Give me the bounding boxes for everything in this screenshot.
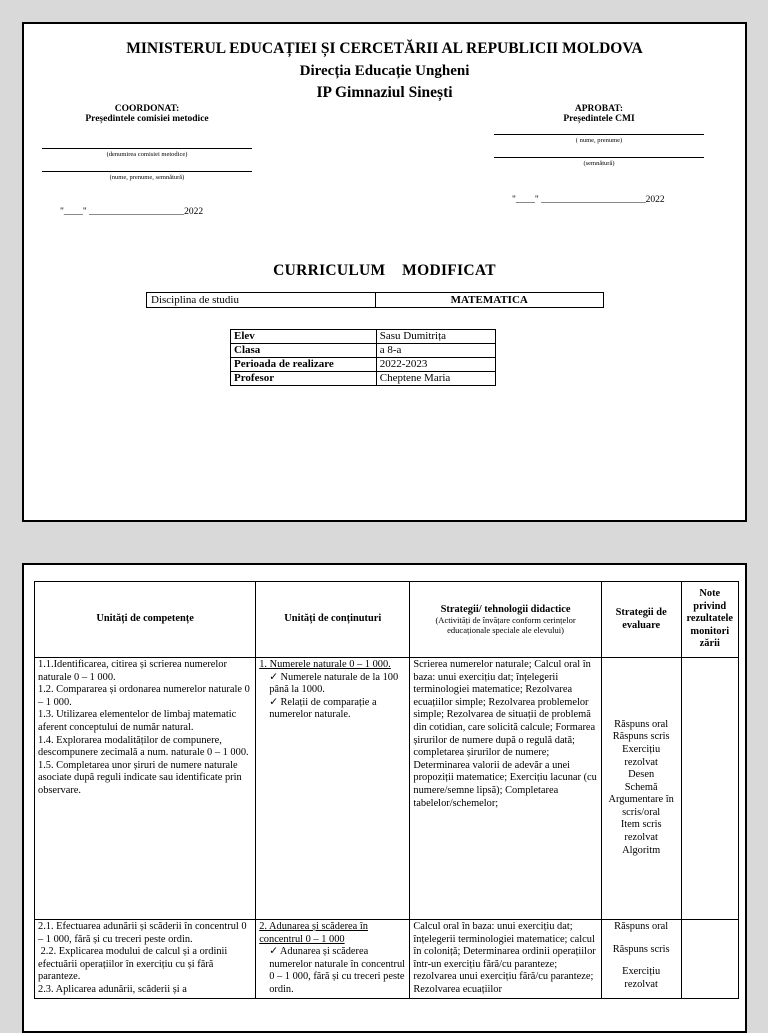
- direction-heading: Direcția Educație Ungheni: [299, 63, 470, 79]
- list-item: Răspuns scris: [612, 943, 670, 955]
- list-item: 1.5. Completarea unor șiruri de numere naturale asociate după reguli indicate sau identificate prin observare.: [38, 759, 242, 796]
- discipline-value: MATEMATICA: [375, 293, 604, 308]
- list-item: 2.3. Aplicarea adunării, scăderii și a: [38, 983, 187, 995]
- table-row: [35, 658, 739, 920]
- discipline-table: [146, 292, 604, 308]
- info-value: 2022-2023: [376, 358, 495, 372]
- list-item: ✓ Adunarea și scăderea numerelor naturale în concentrul 0 – 1 000, fără și cu treceri peste ordin.: [269, 946, 406, 995]
- list-item: Răspuns scris: [612, 731, 670, 743]
- info-value: Sasu Dumitrița: [376, 330, 495, 344]
- competente-cell: [35, 920, 256, 999]
- content-title: 1. Numerele naturale 0 – 1 000.: [259, 659, 391, 670]
- table-row: [231, 358, 496, 372]
- list-item: Exercițiu rezolvat: [622, 743, 661, 768]
- header-continuturi: Unități de conținuturi: [256, 582, 410, 658]
- list-item: Exercițiu rezolvat: [622, 966, 661, 990]
- header-strategii-title: Strategii/ tehnologii didactice: [440, 603, 571, 615]
- list-item: Desen: [628, 769, 655, 781]
- signature-line: [42, 171, 252, 172]
- list-item: 2.1. Efectuarea adunării și scăderii în concentrul 0 – 1 000, fără și cu treceri peste ordin.: [38, 921, 247, 945]
- aprobat-block: [494, 104, 704, 167]
- header-evaluare: Strategii de evaluare: [601, 582, 681, 658]
- document-page-1: [22, 22, 747, 522]
- list-item: 1.2. Compararea și ordonarea numerelor naturale 0 – 1 000.: [38, 684, 250, 708]
- list-item: ✓ Numerele naturale de la 100 până la 1000.: [269, 671, 399, 696]
- evaluare-cell: [601, 658, 681, 920]
- discipline-label: Disciplina de studiu: [147, 293, 376, 308]
- header-competente: Unități de competențe: [35, 582, 256, 658]
- curriculum-table: [34, 581, 739, 999]
- line-caption: ( nume, prenume): [575, 137, 623, 144]
- competente-cell: [35, 658, 256, 920]
- school-heading: IP Gimnaziul Sinești: [316, 84, 453, 101]
- list-item: ✓ Relații de comparație a numerelor naturale.: [269, 696, 377, 721]
- coordonat-date: "____" ____________________2022: [60, 207, 204, 217]
- continuturi-cell: [256, 658, 410, 920]
- info-label: Clasa: [231, 344, 377, 358]
- note-cell: [681, 920, 738, 999]
- list-item: Răspuns oral: [614, 921, 669, 932]
- table-row: [35, 920, 739, 999]
- strategii-cell: Scrierea numerelor naturale; Calcul oral în baza: unui exercițiu dat; înțelegerii terminologiei matematice; Rezolvarea ecuațiilor simple; Rezolvarea problemelor simple; Rezolvarea de situații de problemă din cotidian, care solicită calcule; Formarea șirurilor de numere după o regulă dată; completarea șirurilor de numere; Determinarea valorii de adevăr a unei propoziții matematice; Exercițiu lacunar (cu numere/semne lipsă); Completarea tabelelor/schemelor;: [410, 658, 601, 920]
- list-item: Argumentare în scris/oral: [608, 794, 674, 818]
- list-item: Item scris rezolvat: [620, 819, 662, 844]
- info-label: Profesor: [231, 372, 377, 386]
- list-item: Schemă: [624, 781, 658, 793]
- list-item: Răspuns oral: [614, 718, 669, 730]
- continuturi-cell: [256, 920, 410, 999]
- info-label: Elev: [231, 330, 377, 344]
- info-value: a 8-a: [376, 344, 495, 358]
- header-strategii: [410, 582, 601, 658]
- table-row: [231, 372, 496, 386]
- header-note: Note privind rezultatele monitori zării: [681, 582, 738, 658]
- evaluare-cell: [601, 920, 681, 999]
- list-item: 1.3. Utilizarea elementelor de limbaj matematic aferent conceptului de număr natural.: [38, 709, 237, 733]
- aprobat-title: APROBAT:: [574, 104, 624, 114]
- info-value: Cheptene Maria: [376, 372, 495, 386]
- curriculum-title: CURRICULUM MODIFICAT: [273, 262, 496, 279]
- ministry-heading: MINISTERUL EDUCAȚIEI ȘI CERCETĂRII AL REPUBLICII MOLDOVA: [126, 40, 643, 57]
- list-item: 1.1.Identificarea, citirea și scrierea numerelor naturale 0 – 1 000.: [38, 659, 227, 683]
- signature-line: [494, 157, 704, 158]
- content-title: 2. Adunarea și scăderea în concentrul 0 – 1 000: [259, 921, 368, 945]
- signature-line: [494, 134, 704, 135]
- coordonat-block: [42, 104, 252, 181]
- header-strategii-subtitle: (Activități de învățare conform cerințelor educaționale speciale ale elevului): [435, 615, 576, 635]
- list-item: 2.2. Explicarea modului de calcul și a ordinii efectuării operațiilor în exercițiu cu și fără paranteze.: [38, 946, 230, 983]
- line-caption: (nume, prenume, semnătură): [109, 174, 185, 181]
- coordonat-subtitle: Președintele comisiei metodice: [85, 114, 209, 124]
- signature-line: [42, 148, 252, 149]
- list-item: Algoritm: [622, 844, 661, 856]
- strategii-cell: Calcul oral în baza: unui exercițiu dat; înțelegerii terminologiei matematice; calcul în coloniță; Determinarea ordinii operațiilor într-un exercițiu fără/cu paranteze; rezolvarea unui exercițiu fără/cu paranteze; Rezolvarea ecuațiilor: [410, 920, 601, 999]
- aprobat-subtitle: Președintele CMI: [563, 114, 635, 124]
- note-cell: [681, 658, 738, 920]
- aprobat-date: "____" ______________________2022: [512, 195, 665, 205]
- table-row: [231, 330, 496, 344]
- student-info-table: [230, 329, 496, 386]
- line-caption: (semnătură): [583, 160, 615, 167]
- table-header-row: [35, 582, 739, 658]
- line-caption: (denumirea comisiei metodice): [106, 151, 188, 158]
- coordonat-title: COORDONAT:: [114, 104, 180, 114]
- info-label: Perioada de realizare: [231, 358, 377, 372]
- list-item: 1.4. Explorarea modalităților de compunere, descompunere zecimală a num. naturale 0 – 1 000.: [38, 734, 249, 759]
- document-page-2: [22, 563, 747, 1033]
- table-row: [231, 344, 496, 358]
